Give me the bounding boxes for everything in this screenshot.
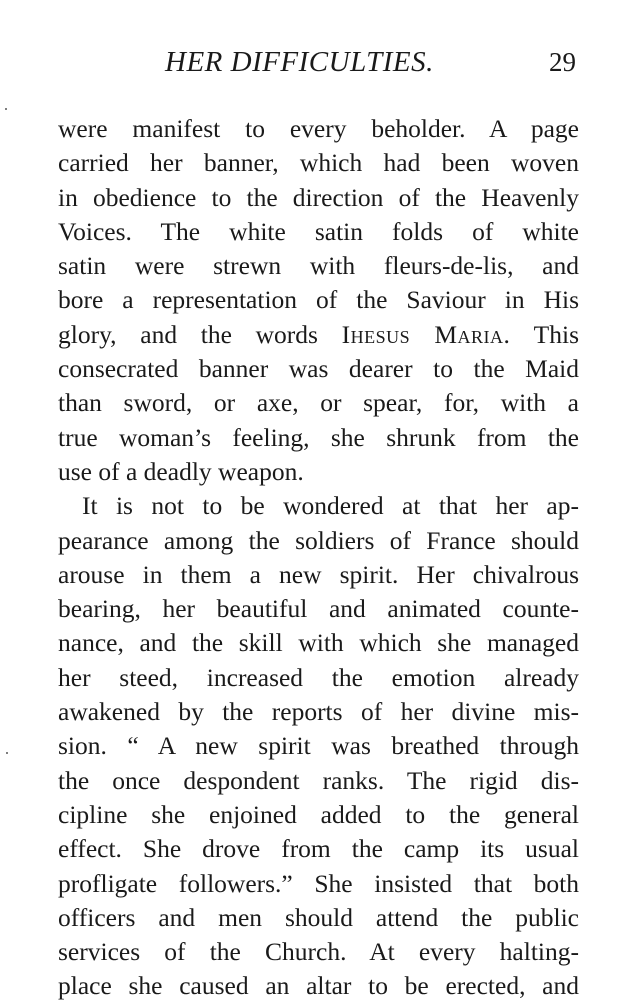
text-line: profligate followers.” She insisted that both (58, 868, 579, 898)
text-line: bearing, her beautiful and animated counte- (58, 594, 579, 624)
text-line: use of a deadly weapon. (58, 456, 304, 486)
text-line: services of the Church. At every halting- (58, 937, 579, 967)
text-line: bore a representation of the Saviour in His (58, 285, 579, 315)
scan-speck (5, 108, 7, 110)
page-number: 29 (549, 47, 576, 77)
text-line: in obedience to the direction of the Heavenly (58, 182, 579, 212)
text-line: consecrated banner was dearer to the Maid (58, 354, 579, 384)
text-line: satin were strewn with fleurs-de-lis, and (58, 251, 579, 281)
text-line: nance, and the skill with which she managed (58, 628, 579, 658)
text-segment: This (510, 319, 579, 349)
text-line: officers and men should attend the public (58, 902, 579, 932)
text-line: effect. She drove from the camp its usual (58, 834, 579, 864)
text-line: Voices. The white satin folds of white (58, 216, 579, 246)
text-line: place she caused an altar to be erected, and (58, 971, 579, 1001)
text-line: than sword, or axe, or spear, for, with a (58, 388, 579, 418)
text-line: true woman’s feeling, she shrunk from the (58, 422, 579, 452)
text-line: the once despondent ranks. The rigid dis- (58, 765, 579, 795)
scan-speck (6, 752, 8, 754)
text-segment: glory, and the words (58, 319, 342, 349)
running-header-title: HER DIFFICULTIES. (165, 46, 434, 78)
body-text (58, 112, 579, 1004)
text-line: pearance among the soldiers of France should (58, 525, 579, 555)
text-line: arouse in them a new spirit. Her chivalrous (58, 559, 579, 589)
text-line: awakened by the reports of her divine mis- (58, 697, 579, 727)
text-line: her steed, increased the emotion already (58, 662, 579, 692)
text-line: carried her banner, which had been woven (58, 148, 579, 178)
text-line (58, 318, 579, 352)
text-line: were manifest to every beholder. A page (58, 114, 579, 143)
paragraph-1 (58, 112, 579, 489)
ihesus-maria-smallcaps: Ihesus Maria. (341, 319, 511, 349)
paragraph-2 (58, 489, 579, 1003)
text-line: sion. “ A new spirit was breathed through (58, 731, 579, 761)
text-line: It is not to be wondered at that her ap- (82, 491, 579, 521)
text-line: cipline she enjoined added to the general (58, 799, 579, 829)
